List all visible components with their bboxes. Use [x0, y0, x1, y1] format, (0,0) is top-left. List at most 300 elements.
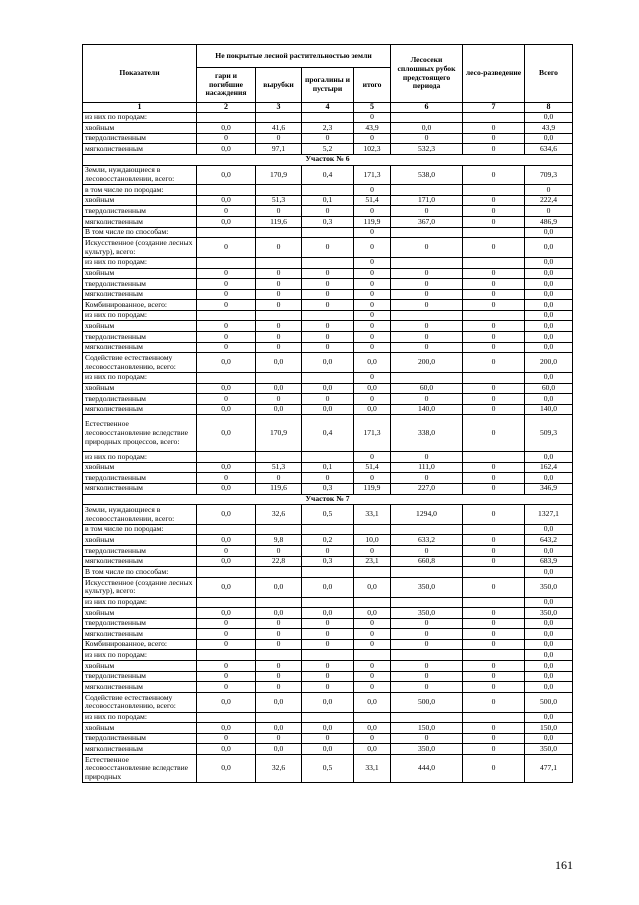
table-cell — [463, 524, 525, 535]
table-cell: 0 — [354, 372, 391, 383]
table-cell: 338,0 — [391, 415, 463, 452]
row-label: хвойным — [83, 535, 197, 546]
table-row — [83, 227, 573, 238]
table-cell: 0 — [354, 629, 391, 640]
table-cell — [354, 650, 391, 661]
row-label: Естественное лесовосстановление вследствие природных процессов, всего: — [83, 415, 197, 452]
table-cell — [463, 112, 525, 123]
table-cell: 0 — [354, 133, 391, 144]
table-cell: 0 — [463, 383, 525, 394]
table-cell: 0,0 — [197, 144, 256, 155]
row-label: Искусственное (создание лесных культур), всего: — [83, 577, 197, 597]
table-cell: 0 — [354, 394, 391, 405]
table-cell: 0,0 — [354, 692, 391, 712]
table-cell: 0 — [463, 289, 525, 300]
table-cell: 0 — [302, 300, 354, 311]
table-cell: 0 — [391, 629, 463, 640]
table-cell: 0 — [197, 394, 256, 405]
table-cell: 162,4 — [525, 462, 573, 473]
table-cell: 350,0 — [525, 744, 573, 755]
table-cell: 0 — [391, 639, 463, 650]
table-cell: 0,0 — [197, 535, 256, 546]
table-cell: 0,0 — [525, 332, 573, 343]
table-cell: 509,3 — [525, 415, 573, 452]
table-cell: 0 — [256, 300, 302, 311]
table-cell: 0 — [197, 268, 256, 279]
row-label: мягколиственным — [83, 342, 197, 353]
table-cell: 0 — [354, 682, 391, 693]
table-cell: 0 — [354, 185, 391, 196]
table-cell: 0,0 — [525, 372, 573, 383]
table-cell — [391, 185, 463, 196]
table-cell: 0 — [302, 332, 354, 343]
table-cell: 0 — [391, 342, 463, 353]
table-cell: 0 — [197, 332, 256, 343]
row-label: мягколиственным — [83, 744, 197, 755]
table-row — [83, 597, 573, 608]
table-row — [83, 133, 573, 144]
table-cell: 0 — [197, 733, 256, 744]
table-cell: 0 — [197, 206, 256, 217]
table-cell: 0 — [463, 195, 525, 206]
table-cell: 444,0 — [391, 754, 463, 782]
table-cell — [197, 310, 256, 321]
table-cell: 477,1 — [525, 754, 573, 782]
table-cell: 0,0 — [256, 608, 302, 619]
table-row — [83, 650, 573, 661]
table-cell: 0 — [463, 133, 525, 144]
table-cell — [197, 567, 256, 578]
table-row — [83, 279, 573, 290]
table-cell: 0 — [391, 289, 463, 300]
table-cell: 367,0 — [391, 217, 463, 228]
table-cell: 0,0 — [525, 112, 573, 123]
table-cell: 119,6 — [256, 217, 302, 228]
table-cell: 0 — [197, 238, 256, 258]
table-cell — [391, 310, 463, 321]
table-cell: 0,0 — [354, 577, 391, 597]
table-cell: 33,1 — [354, 505, 391, 525]
table-cell: 0 — [354, 227, 391, 238]
table-cell: 0 — [354, 279, 391, 290]
table-cell: 0 — [256, 473, 302, 484]
table-row — [83, 144, 573, 155]
table-cell: 0 — [302, 546, 354, 557]
table-cell: 10,0 — [354, 535, 391, 546]
table-cell: 0,0 — [256, 404, 302, 415]
table-cell: 0 — [302, 289, 354, 300]
table-cell: 171,3 — [354, 415, 391, 452]
table-cell: 0 — [354, 546, 391, 557]
table-cell: 0,1 — [302, 462, 354, 473]
table-row — [83, 505, 573, 525]
table-cell — [391, 227, 463, 238]
table-cell: 0,0 — [354, 404, 391, 415]
table-cell: 0 — [525, 185, 573, 196]
table-cell — [302, 227, 354, 238]
table-cell: 0 — [256, 394, 302, 405]
table-cell: 0 — [463, 682, 525, 693]
table-cell: 350,0 — [391, 608, 463, 619]
row-label: Искусственное (создание лесных культур), всего: — [83, 238, 197, 258]
table-cell: 22,8 — [256, 556, 302, 567]
table-cell — [463, 650, 525, 661]
table-cell: 0 — [302, 268, 354, 279]
table-cell: 350,0 — [391, 577, 463, 597]
table-cell: 0,0 — [525, 650, 573, 661]
table-cell — [256, 567, 302, 578]
table-cell: 0 — [197, 342, 256, 353]
table-cell: 0 — [463, 483, 525, 494]
table-cell — [256, 185, 302, 196]
table-cell: 0 — [354, 321, 391, 332]
table-cell: 0 — [302, 639, 354, 650]
table-cell: 0 — [463, 556, 525, 567]
table-cell — [256, 112, 302, 123]
table-cell — [302, 452, 354, 463]
table-cell: 0 — [354, 268, 391, 279]
table-cell: 0,0 — [525, 629, 573, 640]
table-cell: 0 — [197, 618, 256, 629]
table-cell — [302, 310, 354, 321]
table-cell: 0 — [256, 279, 302, 290]
table-cell: 660,8 — [391, 556, 463, 567]
table-cell: 0 — [354, 342, 391, 353]
col-number: 4 — [302, 103, 354, 113]
table-cell: 0,0 — [197, 577, 256, 597]
table-cell: 0 — [463, 577, 525, 597]
table-row — [83, 733, 573, 744]
table-cell — [463, 185, 525, 196]
row-label: мягколиственным — [83, 483, 197, 494]
table-cell: 0 — [463, 353, 525, 373]
table-cell — [197, 372, 256, 383]
table-row — [83, 238, 573, 258]
row-label: из них по породам: — [83, 257, 197, 268]
table-row — [83, 415, 573, 452]
row-label: Комбинированное, всего: — [83, 639, 197, 650]
table-cell: 0 — [302, 733, 354, 744]
table-cell: 0 — [302, 342, 354, 353]
header-clearcut-plots: Лесосеки сплошных рубок предстоящего периода — [391, 45, 463, 103]
table-cell — [302, 712, 354, 723]
table-cell: 0,0 — [197, 692, 256, 712]
header-indicators: Показатели — [83, 45, 197, 103]
table-cell: 532,3 — [391, 144, 463, 155]
col-number: 1 — [83, 103, 197, 113]
table-cell: 0,0 — [354, 608, 391, 619]
table-cell: 0 — [302, 238, 354, 258]
table-cell — [256, 310, 302, 321]
table-cell: 43,9 — [525, 123, 573, 134]
row-label: Содействие естественному лесовосстановлению, всего: — [83, 353, 197, 373]
table-cell: 0 — [354, 238, 391, 258]
table-cell: 0 — [391, 733, 463, 744]
table-cell: 0 — [463, 692, 525, 712]
row-label: хвойным — [83, 723, 197, 734]
table-cell: 0 — [302, 629, 354, 640]
header-cuttings: вырубки — [256, 68, 302, 103]
table-cell: 0 — [354, 452, 391, 463]
table-cell: 51,4 — [354, 195, 391, 206]
table-row — [83, 577, 573, 597]
table-cell: 0,0 — [302, 608, 354, 619]
table-cell: 0 — [197, 473, 256, 484]
table-cell: 0,0 — [525, 268, 573, 279]
table-cell — [302, 185, 354, 196]
row-label: мягколиственным — [83, 144, 197, 155]
table-cell: 0 — [197, 321, 256, 332]
row-label: Земли, нуждающиеся в лесовосстановлении, всего: — [83, 165, 197, 185]
table-cell — [391, 650, 463, 661]
table-cell: 170,9 — [256, 165, 302, 185]
table-row — [83, 332, 573, 343]
table-cell — [302, 524, 354, 535]
row-label: Естественное лесовосстановление вследствие природных — [83, 754, 197, 782]
row-label: твердолиственным — [83, 332, 197, 343]
table-cell: 0,0 — [302, 744, 354, 755]
table-cell: 0,0 — [525, 567, 573, 578]
row-label: в том числе по породам: — [83, 524, 197, 535]
table-cell: 200,0 — [525, 353, 573, 373]
table-cell: 0 — [391, 238, 463, 258]
row-label: из них по породам: — [83, 650, 197, 661]
table-cell: 0,0 — [525, 300, 573, 311]
table-row — [83, 310, 573, 321]
table-cell: 0 — [302, 279, 354, 290]
table-cell: 0 — [391, 394, 463, 405]
row-label: хвойным — [83, 123, 197, 134]
table-cell: 5,2 — [302, 144, 354, 155]
table-cell: 0,0 — [197, 723, 256, 734]
table-cell — [197, 185, 256, 196]
table-cell: 0 — [354, 206, 391, 217]
table-cell: 32,6 — [256, 754, 302, 782]
table-cell: 0,0 — [197, 123, 256, 134]
row-label: мягколиственным — [83, 289, 197, 300]
row-label: твердолиственным — [83, 279, 197, 290]
table-cell: 0 — [463, 505, 525, 525]
table-cell: 0,0 — [302, 723, 354, 734]
table-cell: 500,0 — [391, 692, 463, 712]
table-row — [83, 353, 573, 373]
table-cell: 0 — [391, 332, 463, 343]
table-cell: 0,0 — [525, 452, 573, 463]
table-cell: 33,1 — [354, 754, 391, 782]
table-cell: 0,0 — [197, 744, 256, 755]
table-cell: 0,0 — [197, 754, 256, 782]
table-cell: 0 — [302, 133, 354, 144]
table-cell: 227,0 — [391, 483, 463, 494]
table-cell: 0 — [354, 639, 391, 650]
table-cell: 0,0 — [525, 289, 573, 300]
row-label: Земли, нуждающиеся в лесовосстановлении, всего: — [83, 505, 197, 525]
table-cell: 0,0 — [525, 310, 573, 321]
table-cell: 0,0 — [525, 671, 573, 682]
table-cell: 0 — [256, 671, 302, 682]
col-number: 3 — [256, 103, 302, 113]
table-cell: 0,0 — [197, 383, 256, 394]
table-cell: 0,5 — [302, 505, 354, 525]
table-cell — [197, 227, 256, 238]
table-cell: 0 — [197, 279, 256, 290]
table-cell: 683,9 — [525, 556, 573, 567]
table-cell — [256, 452, 302, 463]
table-cell: 0,0 — [391, 123, 463, 134]
table-cell: 0 — [463, 268, 525, 279]
table-cell: 0 — [463, 661, 525, 672]
table-cell: 102,3 — [354, 144, 391, 155]
table-row — [83, 300, 573, 311]
table-cell: 51,4 — [354, 462, 391, 473]
row-label: мягколиственным — [83, 556, 197, 567]
row-label: твердолиственным — [83, 671, 197, 682]
table-cell — [463, 372, 525, 383]
table-cell: 0 — [391, 268, 463, 279]
table-cell: 0 — [302, 321, 354, 332]
table-cell: 0 — [256, 342, 302, 353]
table-cell — [256, 227, 302, 238]
row-label: твердолиственным — [83, 473, 197, 484]
table-cell: 0 — [354, 257, 391, 268]
table-cell: 0 — [197, 682, 256, 693]
table-cell: 0 — [197, 671, 256, 682]
table-row — [83, 712, 573, 723]
table-cell: 0 — [463, 206, 525, 217]
table-cell: 538,0 — [391, 165, 463, 185]
table-cell: 0 — [197, 629, 256, 640]
table-row — [83, 394, 573, 405]
table-cell: 0 — [302, 618, 354, 629]
table-row — [83, 206, 573, 217]
table-cell: 0,0 — [525, 639, 573, 650]
table-cell: 0 — [197, 300, 256, 311]
row-label: твердолиственным — [83, 394, 197, 405]
table-row — [83, 524, 573, 535]
table-cell: 0,0 — [197, 404, 256, 415]
table-cell — [256, 712, 302, 723]
table-cell: 0 — [302, 473, 354, 484]
table-cell: 0 — [463, 462, 525, 473]
table-cell: 0,0 — [354, 723, 391, 734]
table-cell: 0 — [463, 123, 525, 134]
table-cell — [197, 650, 256, 661]
table-cell — [197, 257, 256, 268]
table-cell: 0 — [463, 473, 525, 484]
table-cell: 0,0 — [525, 279, 573, 290]
table-row — [83, 123, 573, 134]
header-burned: гари и погибшие насаждения — [197, 68, 256, 103]
table-cell: 0,3 — [302, 217, 354, 228]
table-cell: 0 — [463, 608, 525, 619]
table-cell: 0,0 — [197, 483, 256, 494]
table-cell: 0 — [302, 206, 354, 217]
table-cell: 0,0 — [525, 597, 573, 608]
row-label: мягколиственным — [83, 682, 197, 693]
table-cell: 0,0 — [525, 321, 573, 332]
section-header-row — [83, 494, 573, 505]
table-cell: 9,8 — [256, 535, 302, 546]
table-cell: 350,0 — [391, 744, 463, 755]
table-header — [83, 45, 573, 113]
table-cell: 500,0 — [525, 692, 573, 712]
table-cell: 150,0 — [525, 723, 573, 734]
table-cell: 709,3 — [525, 165, 573, 185]
table-cell: 170,9 — [256, 415, 302, 452]
section-title: Участок № 7 — [83, 494, 573, 505]
table-cell — [197, 112, 256, 123]
table-cell: 0,0 — [525, 342, 573, 353]
table-cell: 0,0 — [302, 383, 354, 394]
col-number: 2 — [197, 103, 256, 113]
table-cell — [463, 712, 525, 723]
row-label: хвойным — [83, 462, 197, 473]
table-row — [83, 462, 573, 473]
table-cell: 643,2 — [525, 535, 573, 546]
table-cell: 1294,0 — [391, 505, 463, 525]
table-cell: 0 — [391, 300, 463, 311]
table-cell: 0,0 — [256, 383, 302, 394]
row-label: мягколиственным — [83, 404, 197, 415]
table-cell: 0 — [197, 639, 256, 650]
table-cell: 0 — [463, 535, 525, 546]
table-cell: 0 — [463, 618, 525, 629]
table-cell: 0 — [463, 332, 525, 343]
table-cell: 0,0 — [256, 723, 302, 734]
table-cell: 111,0 — [391, 462, 463, 473]
table-cell: 0 — [354, 289, 391, 300]
table-cell: 0 — [391, 452, 463, 463]
col-number: 8 — [525, 103, 573, 113]
col-number: 5 — [354, 103, 391, 113]
header-total: итого — [354, 68, 391, 103]
row-label: в том числе по породам: — [83, 185, 197, 196]
table-cell — [354, 567, 391, 578]
table-cell: 0 — [391, 133, 463, 144]
table-cell: 2,3 — [302, 123, 354, 134]
row-label: из них по породам: — [83, 597, 197, 608]
table-cell — [256, 650, 302, 661]
row-label: твердолиственным — [83, 206, 197, 217]
table-cell: 0,4 — [302, 415, 354, 452]
table-cell: 0,0 — [197, 195, 256, 206]
table-row — [83, 195, 573, 206]
table-cell: 0,1 — [302, 195, 354, 206]
table-cell — [463, 597, 525, 608]
table-cell: 0 — [391, 682, 463, 693]
table-cell — [197, 712, 256, 723]
table-cell: 0 — [256, 661, 302, 672]
table-row — [83, 483, 573, 494]
table-row — [83, 217, 573, 228]
table-cell: 0 — [463, 754, 525, 782]
table-row — [83, 744, 573, 755]
table-row — [83, 473, 573, 484]
table-cell: 0 — [256, 133, 302, 144]
row-label: мягколиственным — [83, 629, 197, 640]
table-cell — [302, 112, 354, 123]
table-cell: 0,0 — [197, 505, 256, 525]
table-cell: 51,3 — [256, 462, 302, 473]
table-cell — [354, 524, 391, 535]
table-cell: 346,9 — [525, 483, 573, 494]
table-cell: 0 — [302, 682, 354, 693]
table-cell: 0,0 — [197, 217, 256, 228]
table-cell — [302, 372, 354, 383]
row-label: из них по породам: — [83, 310, 197, 321]
table-cell: 32,6 — [256, 505, 302, 525]
table-row — [83, 165, 573, 185]
